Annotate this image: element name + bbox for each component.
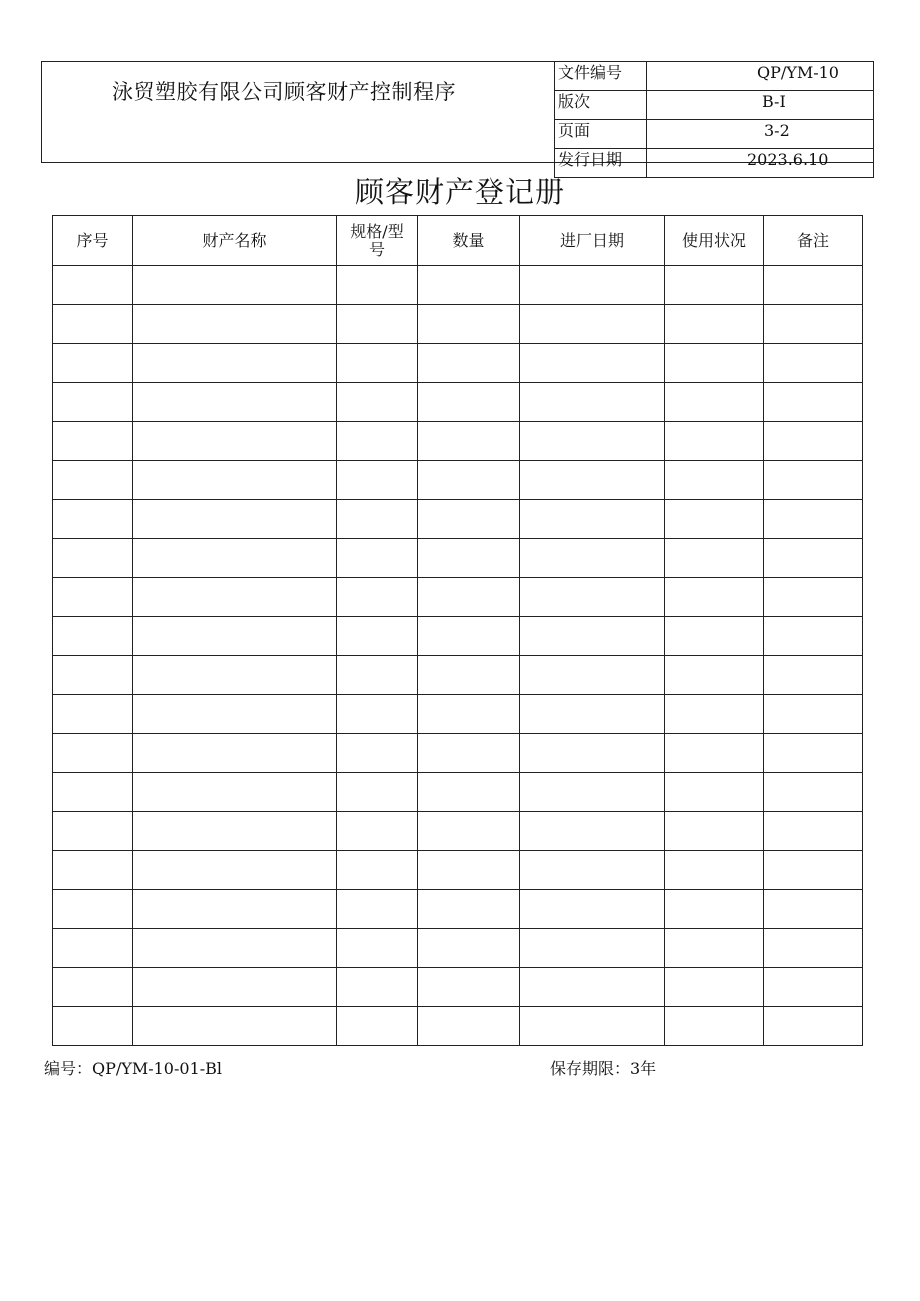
table-cell: [53, 578, 133, 617]
table-cell: [764, 578, 863, 617]
table-cell: [418, 773, 520, 812]
table-cell: [520, 617, 665, 656]
table-cell: [520, 695, 665, 734]
table-cell: [418, 968, 520, 1007]
table-cell: [133, 422, 337, 461]
table-cell: [520, 461, 665, 500]
table-cell: [764, 344, 863, 383]
table-cell: [337, 578, 418, 617]
property-register-table: [52, 215, 863, 1046]
table-cell: [133, 812, 337, 851]
table-cell: [133, 617, 337, 656]
document-title: 泳贸塑胶有限公司顾客财产控制程序: [112, 80, 456, 104]
column-header-serial: 序号: [53, 216, 133, 266]
table-cell: [418, 266, 520, 305]
table-row: [53, 305, 863, 344]
table-cell: [133, 773, 337, 812]
table-cell: [337, 695, 418, 734]
table-cell: [133, 968, 337, 1007]
table-cell: [764, 539, 863, 578]
table-cell: [53, 461, 133, 500]
info-value: B-I: [647, 91, 874, 120]
table-cell: [53, 890, 133, 929]
table-cell: [337, 773, 418, 812]
table-cell: [418, 500, 520, 539]
table-cell: [337, 968, 418, 1007]
table-cell: [665, 500, 764, 539]
table-row: [53, 266, 863, 305]
table-cell: [665, 617, 764, 656]
table-cell: [337, 422, 418, 461]
table-cell: [520, 734, 665, 773]
table-cell: [418, 539, 520, 578]
table-cell: [337, 656, 418, 695]
table-cell: [418, 344, 520, 383]
table-cell: [133, 929, 337, 968]
table-cell: [520, 578, 665, 617]
table-cell: [764, 968, 863, 1007]
column-header-property-name: 财产名称: [133, 216, 337, 266]
table-cell: [520, 266, 665, 305]
table-cell: [133, 695, 337, 734]
table-cell: [53, 305, 133, 344]
table-cell: [665, 578, 764, 617]
table-cell: [520, 500, 665, 539]
table-cell: [337, 539, 418, 578]
table-row: [53, 500, 863, 539]
table-cell: [520, 539, 665, 578]
table-cell: [337, 383, 418, 422]
table-row: [53, 461, 863, 500]
table-cell: [418, 617, 520, 656]
table-row: [53, 656, 863, 695]
table-cell: [53, 617, 133, 656]
table-cell: [764, 929, 863, 968]
table-cell: [53, 812, 133, 851]
table-cell: [764, 617, 863, 656]
document-info-table: [554, 61, 874, 178]
table-cell: [53, 383, 133, 422]
table-cell: [133, 890, 337, 929]
table-cell: [764, 422, 863, 461]
table-cell: [665, 890, 764, 929]
table-row: [53, 773, 863, 812]
table-cell: [133, 578, 337, 617]
info-label: 页面: [555, 120, 647, 149]
table-cell: [133, 383, 337, 422]
table-cell: [520, 305, 665, 344]
table-cell: [337, 890, 418, 929]
info-value: QP/YM-10: [647, 62, 874, 91]
table-cell: [53, 773, 133, 812]
table-cell: [337, 500, 418, 539]
table-cell: [764, 734, 863, 773]
table-cell: [133, 266, 337, 305]
table-cell: [53, 656, 133, 695]
table-header-row: [53, 216, 863, 266]
table-cell: [337, 734, 418, 773]
table-row: [53, 344, 863, 383]
table-cell: [764, 305, 863, 344]
table-cell: [337, 1007, 418, 1046]
table-cell: [418, 695, 520, 734]
info-label: 版次: [555, 91, 647, 120]
table-cell: [133, 734, 337, 773]
table-cell: [764, 851, 863, 890]
table-cell: [764, 890, 863, 929]
table-cell: [133, 305, 337, 344]
table-cell: [665, 812, 764, 851]
info-row-page: [555, 120, 874, 149]
table-cell: [520, 656, 665, 695]
table-cell: [133, 656, 337, 695]
table-cell: [665, 461, 764, 500]
table-cell: [520, 1007, 665, 1046]
table-cell: [665, 773, 764, 812]
table-cell: [418, 890, 520, 929]
table-cell: [418, 656, 520, 695]
table-row: [53, 734, 863, 773]
table-row: [53, 539, 863, 578]
table-cell: [665, 1007, 764, 1046]
table-cell: [764, 500, 863, 539]
table-cell: [133, 1007, 337, 1046]
table-row: [53, 383, 863, 422]
table-row: [53, 695, 863, 734]
info-row-revision: [555, 91, 874, 120]
table-cell: [337, 929, 418, 968]
table-cell: [764, 266, 863, 305]
table-cell: [53, 266, 133, 305]
table-cell: [764, 461, 863, 500]
table-row: [53, 929, 863, 968]
table-cell: [133, 461, 337, 500]
table-row: [53, 617, 863, 656]
table-cell: [665, 305, 764, 344]
table-cell: [665, 851, 764, 890]
table-cell: [418, 305, 520, 344]
table-row: [53, 578, 863, 617]
table-cell: [665, 266, 764, 305]
table-cell: [665, 734, 764, 773]
table-cell: [665, 539, 764, 578]
table-cell: [337, 305, 418, 344]
table-cell: [764, 1007, 863, 1046]
footer-form-code: 编号：QP/YM-10-01-Bl: [44, 1059, 223, 1078]
table-cell: [665, 422, 764, 461]
info-value: 2023.6.10: [647, 149, 874, 178]
info-row-doc-number: [555, 62, 874, 91]
column-header-entry-date: 进厂日期: [520, 216, 665, 266]
table-cell: [520, 773, 665, 812]
table-cell: [520, 968, 665, 1007]
table-row: [53, 968, 863, 1007]
column-header-condition: 使用状况: [665, 216, 764, 266]
table-cell: [665, 695, 764, 734]
table-cell: [53, 695, 133, 734]
table-row: [53, 890, 863, 929]
header-title-cell: [42, 62, 554, 162]
table-cell: [665, 383, 764, 422]
table-cell: [665, 344, 764, 383]
table-cell: [133, 500, 337, 539]
table-cell: [418, 1007, 520, 1046]
table-cell: [764, 812, 863, 851]
table-cell: [53, 422, 133, 461]
table-cell: [418, 422, 520, 461]
table-cell: [764, 383, 863, 422]
table-cell: [418, 734, 520, 773]
column-header-remarks: 备注: [764, 216, 863, 266]
table-cell: [53, 344, 133, 383]
table-cell: [337, 617, 418, 656]
table-cell: [418, 929, 520, 968]
table-cell: [418, 812, 520, 851]
table-cell: [53, 968, 133, 1007]
table-cell: [53, 1007, 133, 1046]
info-label: 文件编号: [555, 62, 647, 91]
document-header: [41, 61, 874, 169]
info-value: 3-2: [647, 120, 874, 149]
table-cell: [520, 383, 665, 422]
table-cell: [520, 422, 665, 461]
table-cell: [418, 383, 520, 422]
table-cell: [337, 851, 418, 890]
table-cell: [764, 656, 863, 695]
table-row: [53, 812, 863, 851]
table-body: [53, 266, 863, 1046]
table-row: [53, 851, 863, 890]
column-header-quantity: 数量: [418, 216, 520, 266]
table-cell: [764, 695, 863, 734]
info-label: 发行日期: [555, 149, 647, 178]
table-cell: [53, 539, 133, 578]
table-cell: [53, 929, 133, 968]
table-cell: [520, 344, 665, 383]
table-cell: [764, 773, 863, 812]
table-cell: [665, 968, 764, 1007]
table-cell: [337, 266, 418, 305]
table-cell: [133, 344, 337, 383]
table-row: [53, 422, 863, 461]
table-cell: [337, 812, 418, 851]
table-cell: [418, 578, 520, 617]
table-cell: [520, 851, 665, 890]
table-cell: [133, 851, 337, 890]
table-cell: [520, 929, 665, 968]
footer-retention-period: 保存期限：3年: [550, 1059, 657, 1078]
table-cell: [133, 539, 337, 578]
table-row: [53, 1007, 863, 1046]
form-title: 顾客财产登记册: [354, 175, 565, 209]
table-cell: [418, 851, 520, 890]
table-cell: [520, 812, 665, 851]
table-cell: [418, 461, 520, 500]
table-cell: [53, 734, 133, 773]
table-cell: [665, 656, 764, 695]
table-cell: [520, 890, 665, 929]
table-cell: [53, 851, 133, 890]
table-cell: [665, 929, 764, 968]
column-header-spec-model: 规格/型号: [337, 216, 418, 266]
table-cell: [337, 344, 418, 383]
table-cell: [53, 500, 133, 539]
table-cell: [337, 461, 418, 500]
